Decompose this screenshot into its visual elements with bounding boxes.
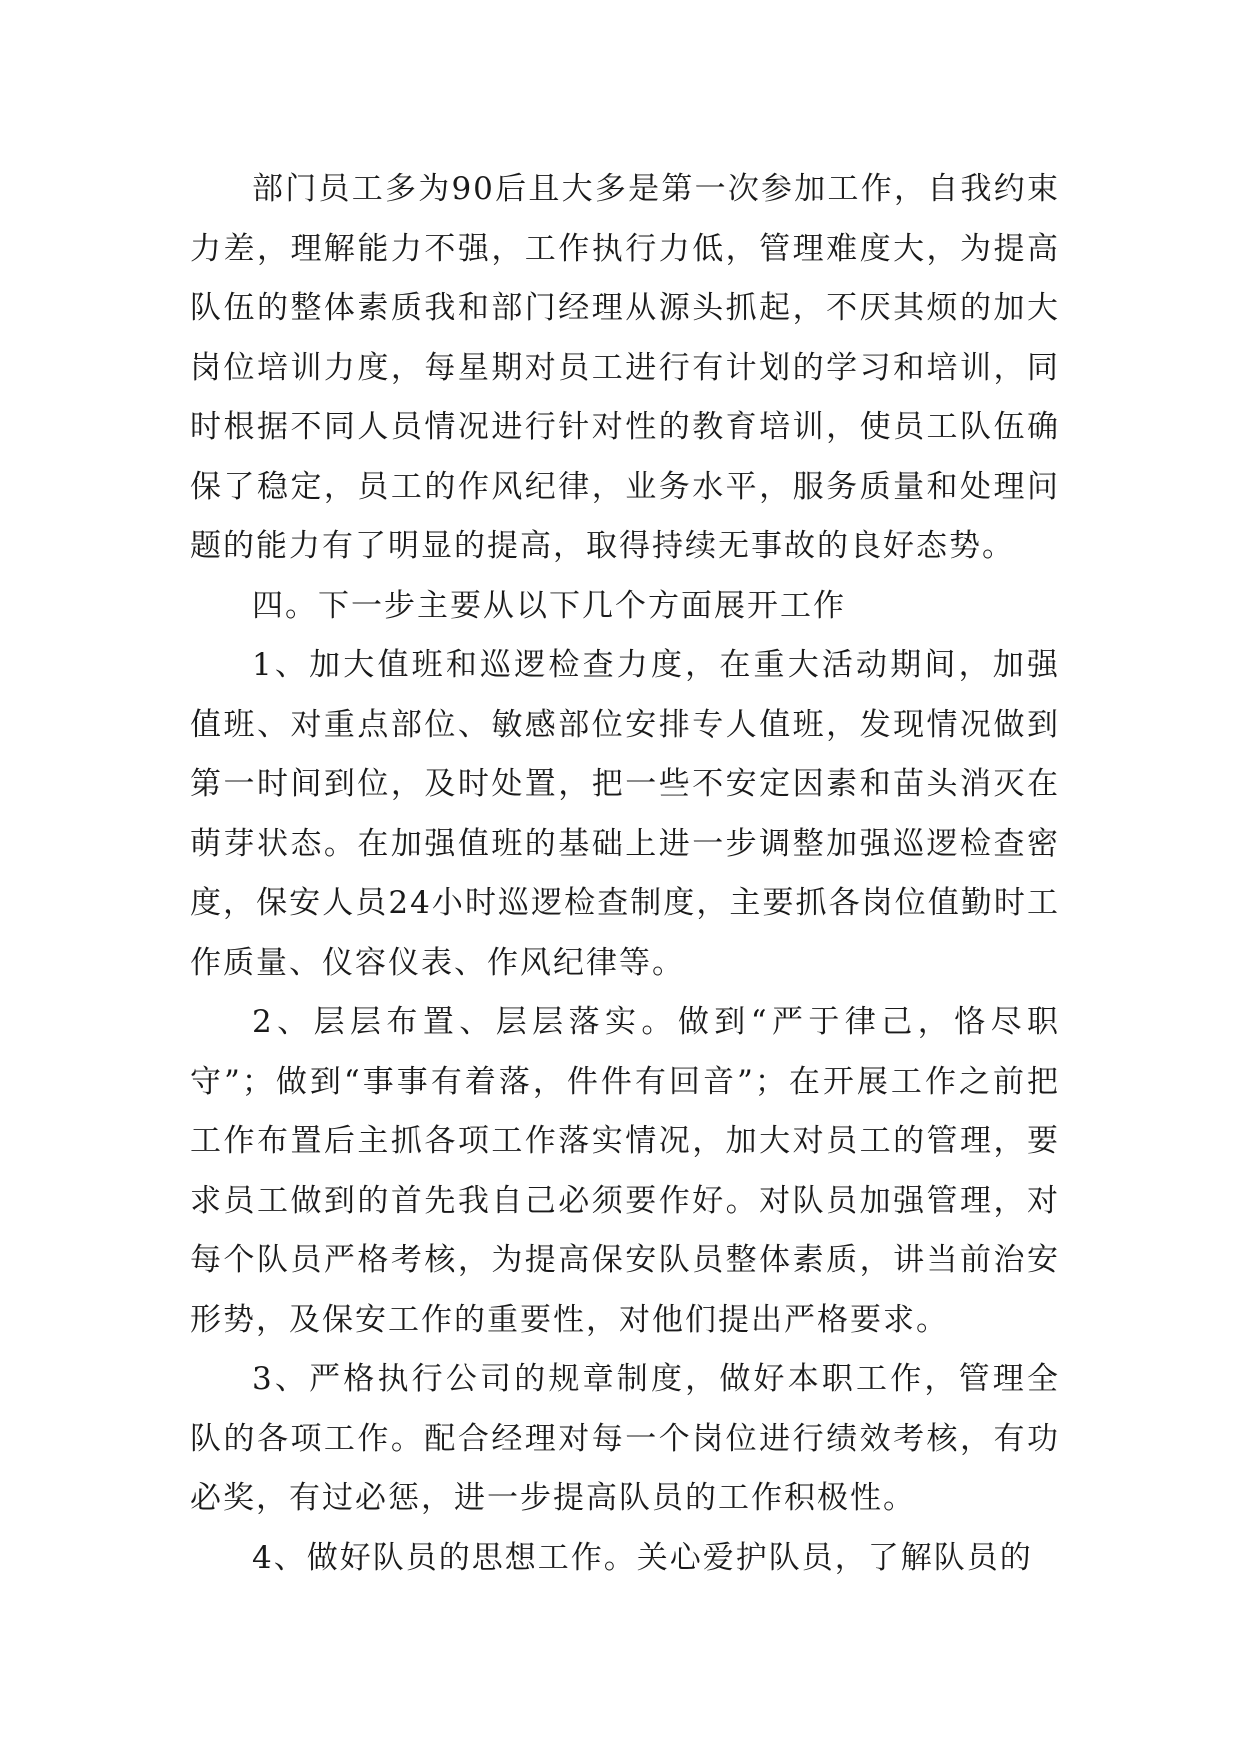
section-heading: 四。下一步主要从以下几个方面展开工作: [252, 587, 846, 624]
paragraph-item-4: 4、做好队员的思想工作。关心爱护队员，了解队员的: [252, 1539, 1033, 1576]
paragraph-item-2: 2、层层布置、层层落实。做到“严于律己，恪尽职守”；做到“事事有着落，件件有回音”；在开展工作之前把工作布置后主抓各项工作落实情况，加大对员工的管理，要求员工做到的首先我自己必须要作好。对队员加强管理，对每个队员严格考核，为提高保安队员整体素质，讲当前治安形势，及保安工作的重要性，对他们提出严格要求。: [190, 1004, 1060, 1338]
paragraph-intro: 部门员工多为90后且大多是第一次参加工作，自我约束力差，理解能力不强，工作执行力低，管理难度大，为提高队伍的整体素质我和部门经理从源头抓起，不厌其烦的加大岗位培训力度，每星期对员工进行有计划的学习和培训，同时根据不同人员情况进行针对性的教育培训，使员工队伍确保了稳定，员工的作风纪律，业务水平，服务质量和处理问题的能力有了明显的提高，取得持续无事故的良好态势。: [190, 171, 1060, 564]
paragraph-item-3: 3、严格执行公司的规章制度，做好本职工作，管理全队的各项工作。配合经理对每一个岗位进行绩效考核，有功必奖，有过必惩，进一步提高队员的工作积极性。: [190, 1361, 1060, 1516]
paragraph-item-1: 1、加大值班和巡逻检查力度，在重大活动期间，加强值班、对重点部位、敏感部位安排专人值班，发现情况做到第一时间到位，及时处置，把一些不安定因素和苗头消灭在萌芽状态。在加强值班的基础上进一步调整加强巡逻检查密度，保安人员24小时巡逻检查制度，主要抓各岗位值勤时工作质量、仪容仪表、作风纪律等。: [190, 647, 1060, 981]
document-body: [190, 160, 1060, 1588]
